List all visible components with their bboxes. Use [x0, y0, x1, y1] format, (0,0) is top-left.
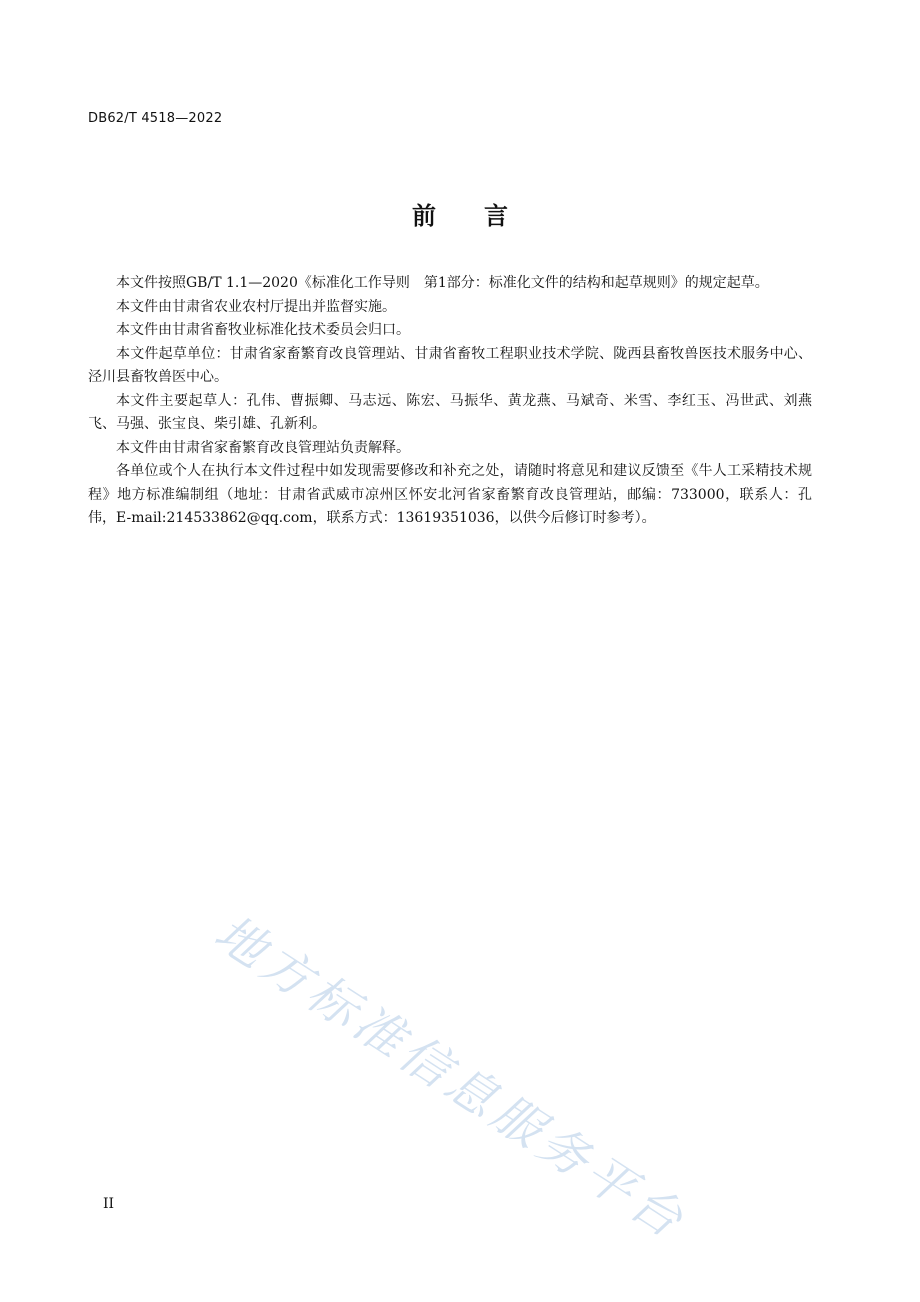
page-number: II [103, 1196, 115, 1212]
page-title: 前 言 [412, 202, 508, 230]
paragraph-interpretation: 本文件由甘肃省家畜繁育改良管理站负责解释。 [116, 439, 410, 456]
paragraph-drafters: 本文件主要起草人：孔伟、曹振卿、马志远、陈宏、马振华、黄龙燕、马斌奇、米雪、李红玉、冯世武、刘燕飞、马强、张宝良、柴引雄、孔新利。 [88, 392, 812, 432]
paragraph-drafting-units: 本文件起草单位：甘肃省家畜繁育改良管理站、甘肃省畜牧工程职业技术学院、陇西县畜牧兽医技术服务中心、泾川县畜牧兽医中心。 [88, 345, 812, 385]
paragraph-feedback: 各单位或个人在执行本文件过程中如发现需要修改和补充之处，请随时将意见和建议反馈至《牛人工采精技术规程》地方标准编制组（地址：甘肃省武威市凉州区怀安北河省家畜繁育改良管理站，邮编：733000，联系人：孔伟，E-mail:214533862@qq.com，联系方式：13619351036，以供今后修订时参考）。 [88, 463, 812, 526]
paragraph-committee: 本文件由甘肃省畜牧业标准化技术委员会归口。 [116, 322, 410, 338]
watermark: 地方标准信息服务平台 [204, 904, 697, 1252]
paragraph-drafting-rules: 本文件按照GB/T 1.1—2020《标准化工作导则 第1部分：标准化文件的结构和起草规则》的规定起草。 [116, 275, 769, 291]
paragraph-proposer: 本文件由甘肃省农业农村厅提出并监督实施。 [116, 298, 396, 315]
document-code: DB62/T 4518—2022 [88, 111, 223, 126]
foreword-body [88, 272, 812, 531]
